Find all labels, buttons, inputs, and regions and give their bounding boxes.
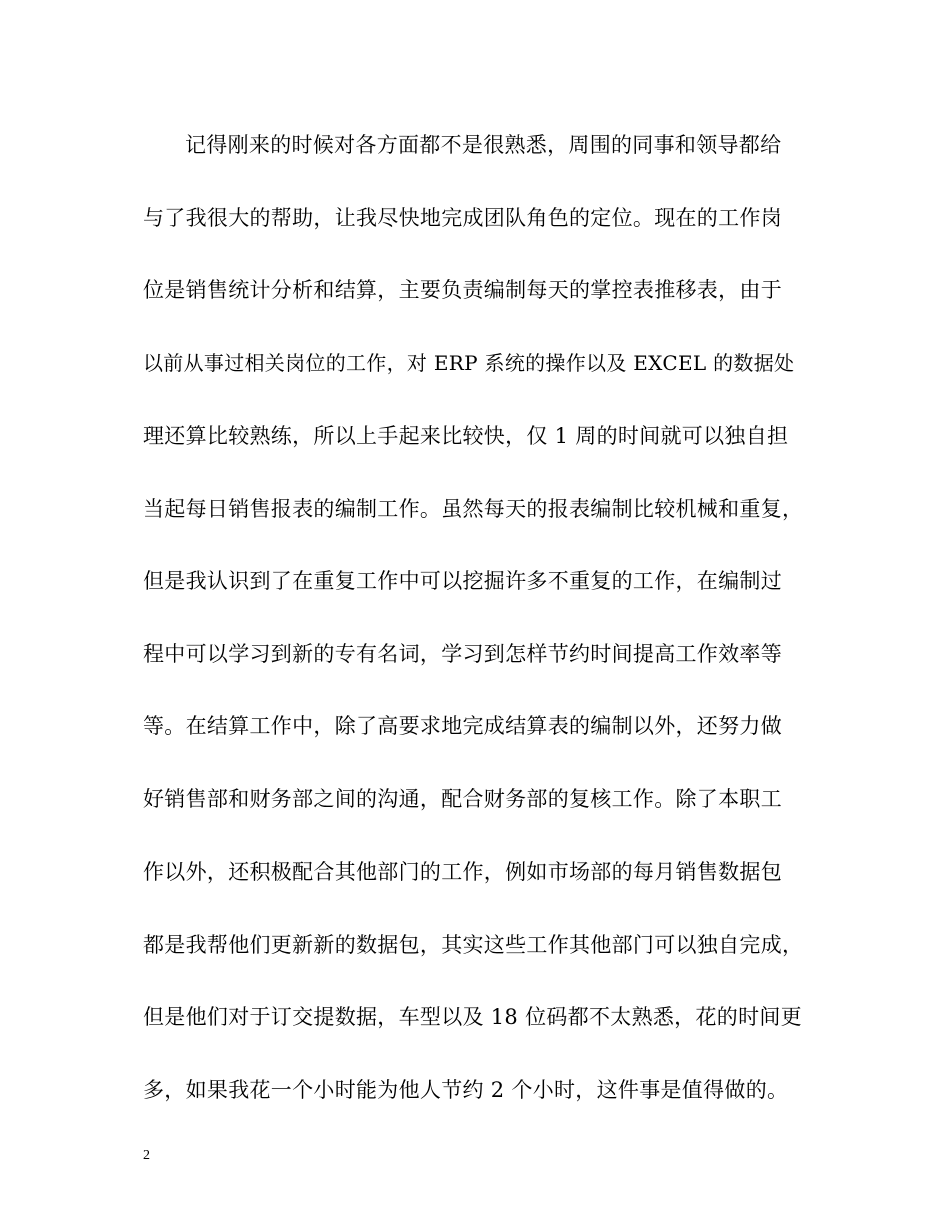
- paragraph-line: 作以外，还积极配合其他部门的工作，例如市场部的每月销售数据包: [143, 860, 782, 884]
- paragraph-line: 位是销售统计分析和结算，主要负责编制每天的掌控表推移表，由于: [143, 278, 782, 302]
- paragraph-line: 以前从事过相关岗位的工作，对 ERP 系统的操作以及 EXCEL 的数据处: [143, 351, 795, 375]
- paragraph-line: 当起每日销售报表的编制工作。虽然每天的报表编制比较机械和重复，: [143, 497, 804, 521]
- paragraph-line: 等。在结算工作中，除了高要求地完成结算表的编制以外，还努力做: [143, 714, 782, 738]
- paragraph-line: 程中可以学习到新的专有名词，学习到怎样节约时间提高工作效率等: [143, 642, 782, 666]
- paragraph-line: 好销售部和财务部之间的沟通，配合财务部的复核工作。除了本职工: [143, 787, 782, 811]
- page-number: 2: [143, 1148, 150, 1163]
- paragraph-line: 多，如果我花一个小时能为他人节约 2 个小时，这件事是值得做的。: [143, 1078, 789, 1102]
- paragraph-line: 记得刚来的时候对各方面都不是很熟悉，周围的同事和领导都给: [185, 133, 782, 157]
- paragraph-line: 理还算比较熟练，所以上手起来比较快，仅 1 周的时间就可以独自担: [143, 424, 789, 448]
- paragraph-line: 但是我认识到了在重复工作中可以挖掘许多不重复的工作，在编制过: [143, 569, 782, 593]
- paragraph-line: 都是我帮他们更新新的数据包，其实这些工作其他部门可以独自完成，: [143, 933, 804, 957]
- paragraph-line: 但是他们对于订交提数据，车型以及 18 位码都不太熟悉，花的时间更: [143, 1005, 802, 1029]
- paragraph-line: 与了我很大的帮助，让我尽快地完成团队角色的定位。现在的工作岗: [143, 206, 782, 230]
